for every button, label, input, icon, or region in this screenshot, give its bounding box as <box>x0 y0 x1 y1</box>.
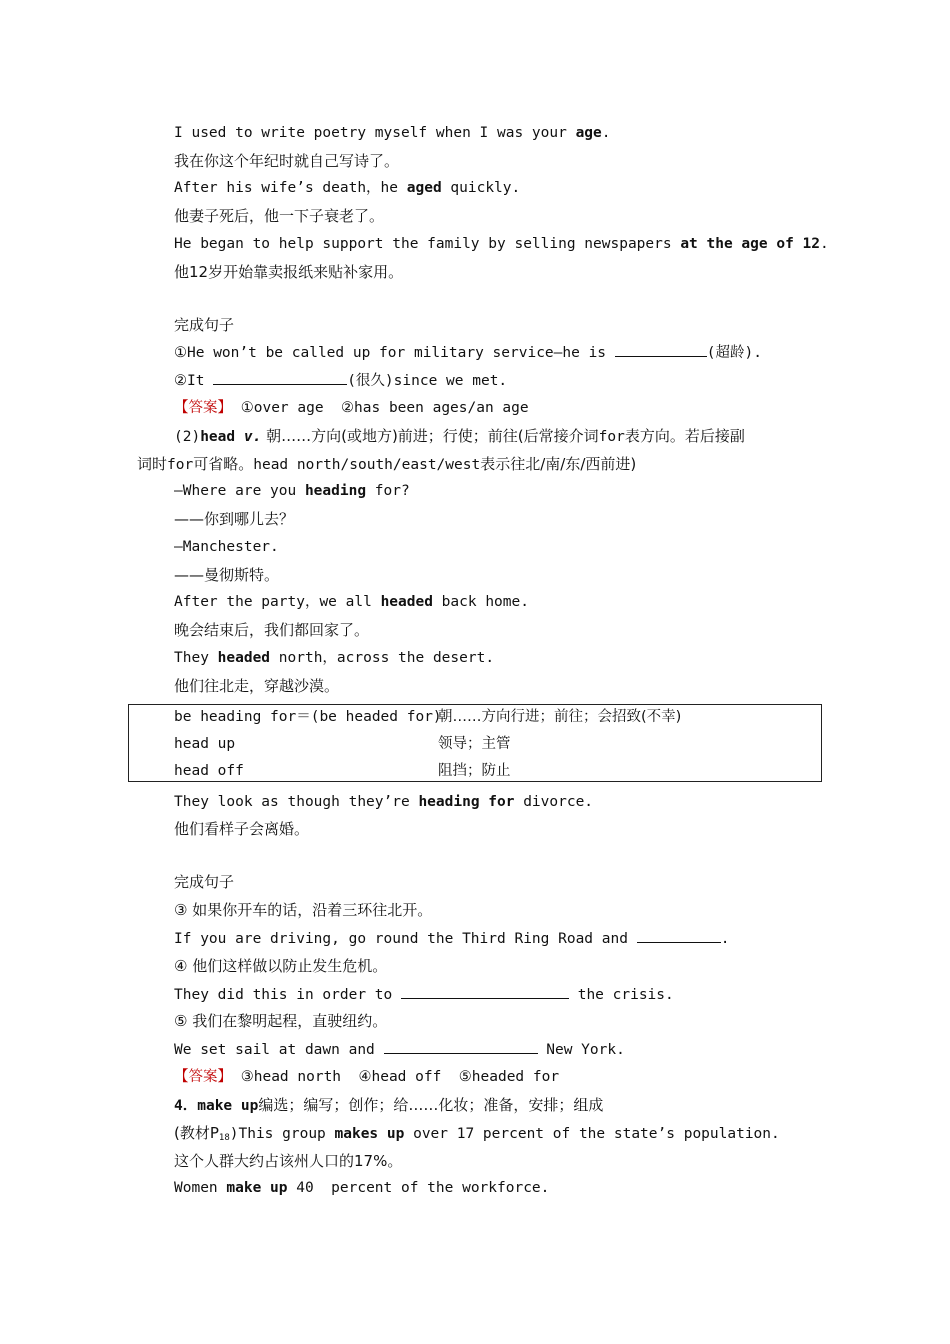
preposition: for <box>167 457 194 473</box>
head-example-2-translation: 他们往北走，穿越沙漠。 <box>174 677 340 695</box>
textbook-example <box>174 1123 780 1148</box>
keyword: headed <box>380 594 433 610</box>
keyword: aged <box>406 180 442 196</box>
item-number: (2) <box>174 429 201 445</box>
phrase-box <box>128 704 822 782</box>
answer-blank <box>401 984 569 999</box>
dialogue-line-2: —Manchester. <box>174 539 279 555</box>
exercise-question-3-cn: ③ 如果你开车的话，沿着三环往北开。 <box>174 901 433 919</box>
question-text: ①He won’t be called up for military service—he is <box>174 345 615 361</box>
source-label: (教材P <box>174 1124 219 1142</box>
answer-text: ①over age ②has been ages/an age <box>232 400 529 416</box>
age-example-2-translation: 他妻子死后，他一下子衰老了。 <box>174 207 385 225</box>
sentence-text: —Where are you <box>174 483 305 499</box>
answer-blank <box>637 928 721 943</box>
sentence-text: I used to write poetry myself when I was your <box>174 125 576 141</box>
answer-label: 【答案】 <box>174 1069 232 1085</box>
phrase-item: be heading for＝(be headed for) <box>174 709 442 725</box>
sentence-text: . <box>820 236 829 252</box>
sentence-text: After the party，we all <box>174 594 381 610</box>
direction-phrase: head north/south/east/west <box>253 457 481 473</box>
definition-text: 朝……方向(或地方)前进；行使；前往(后常接介词 <box>261 427 599 445</box>
sentence-text: He began to help support the family by selling newspapers <box>174 236 681 252</box>
exercise-question-5-cn: ⑤ 我们在黎明起程，直驶纽约。 <box>174 1012 388 1030</box>
age-example-1 <box>174 123 611 143</box>
keyword: heading <box>304 483 367 499</box>
definition-text: 词时 <box>137 455 168 473</box>
headword: make up <box>197 1098 259 1114</box>
exercise-question-2 <box>174 370 507 391</box>
exercise-question-3 <box>174 928 729 949</box>
sentence-text: north，across the desert. <box>270 650 495 666</box>
question-text: ②It <box>174 373 214 389</box>
sentence-text: )This group <box>229 1126 335 1142</box>
age-example-3-translation: 他12岁开始靠卖报纸来贴补家用。 <box>174 263 404 281</box>
definition-text: 编选；编写；创作；给……化妆；准备，安排；组成 <box>258 1096 604 1114</box>
age-example-3 <box>174 234 829 254</box>
make-up-example <box>174 1178 549 1198</box>
question-text: the crisis. <box>568 987 674 1003</box>
age-example-2 <box>174 178 520 198</box>
question-text: (超龄). <box>706 345 762 361</box>
make-up-definition <box>174 1095 603 1116</box>
answer-blank <box>615 342 707 357</box>
phrase-meaning: 朝……方向行进；前往；会招致(不幸) <box>438 709 682 725</box>
phrase-item: head up <box>174 736 236 752</box>
sentence-text: They look as though they’re <box>174 794 419 810</box>
keyword: age <box>575 125 602 141</box>
keyword: at the age of 12 <box>680 236 821 252</box>
part-of-speech: v. <box>243 429 262 445</box>
sentence-text: back home. <box>432 594 529 610</box>
answer-label: 【答案】 <box>174 400 232 416</box>
question-text: New York. <box>537 1042 625 1058</box>
sentence-text: divorce. <box>514 794 594 810</box>
definition-text: 表方向。若后接副 <box>624 427 745 445</box>
answer-line-2 <box>174 1067 559 1087</box>
question-text: (很久)since we met. <box>347 373 508 389</box>
question-text: If you are driving, go round the Third Ring Road and <box>174 931 637 947</box>
definition-text: 可省略。 <box>193 455 254 473</box>
head-example-1-translation: 晚会结束后，我们都回家了。 <box>174 621 370 639</box>
phrase-item: head off <box>174 763 244 779</box>
answer-line-1 <box>174 398 529 418</box>
sentence-text: Women <box>174 1180 227 1196</box>
preposition: for <box>598 429 625 445</box>
sentence-text: After his wife’s death，he <box>174 180 407 196</box>
keyword: make up <box>226 1180 288 1196</box>
dialogue-line-1-translation: ——你到哪儿去？ <box>174 510 295 528</box>
exercise-heading: 完成句子 <box>174 316 235 334</box>
dialogue-line-1 <box>174 481 410 501</box>
sentence-text: for? <box>366 483 410 499</box>
page-number: 18 <box>218 1133 230 1143</box>
textbook-example-translation: 这个人群大约占该州人口的17%。 <box>174 1152 403 1170</box>
answer-text: ③head north ④head off ⑤headed for <box>232 1069 560 1085</box>
head-example-1 <box>174 592 529 612</box>
head-definition-cont <box>137 454 636 475</box>
headword: head <box>200 429 244 445</box>
keyword: heading for <box>418 794 515 810</box>
question-text: . <box>720 931 730 947</box>
item-number: 4． <box>174 1098 198 1114</box>
question-text: We set sail at dawn and <box>174 1042 384 1058</box>
exercise-question-1 <box>174 342 762 363</box>
exercise-heading: 完成句子 <box>174 873 235 891</box>
phrase-meaning: 阻挡；防止 <box>438 763 511 779</box>
head-example-2 <box>174 648 494 668</box>
sentence-text: . <box>601 125 611 141</box>
dialogue-line-2-translation: ——曼彻斯特。 <box>174 566 280 584</box>
phrase-example <box>174 792 593 812</box>
exercise-question-4 <box>174 984 674 1005</box>
answer-blank <box>213 370 347 385</box>
sentence-text: over 17 percent of the state’s population. <box>404 1126 780 1142</box>
answer-blank <box>384 1039 538 1054</box>
phrase-example-translation: 他们看样子会离婚。 <box>174 820 310 838</box>
phrase-meaning: 领导；主管 <box>438 736 511 752</box>
definition-text: 表示往北/南/东/西前进) <box>480 455 637 473</box>
age-example-1-translation: 我在你这个年纪时就自己写诗了。 <box>174 152 400 170</box>
keyword: headed <box>217 650 271 666</box>
exercise-question-4-cn: ④ 他们这样做以防止发生危机。 <box>174 957 388 975</box>
sentence-text: 40 percent of the workforce. <box>287 1180 550 1196</box>
head-definition <box>174 426 745 447</box>
sentence-text: quickly. <box>441 180 521 196</box>
keyword: makes up <box>334 1126 405 1142</box>
sentence-text: They <box>174 650 218 666</box>
exercise-question-5 <box>174 1039 625 1060</box>
question-text: They did this in order to <box>174 987 401 1003</box>
